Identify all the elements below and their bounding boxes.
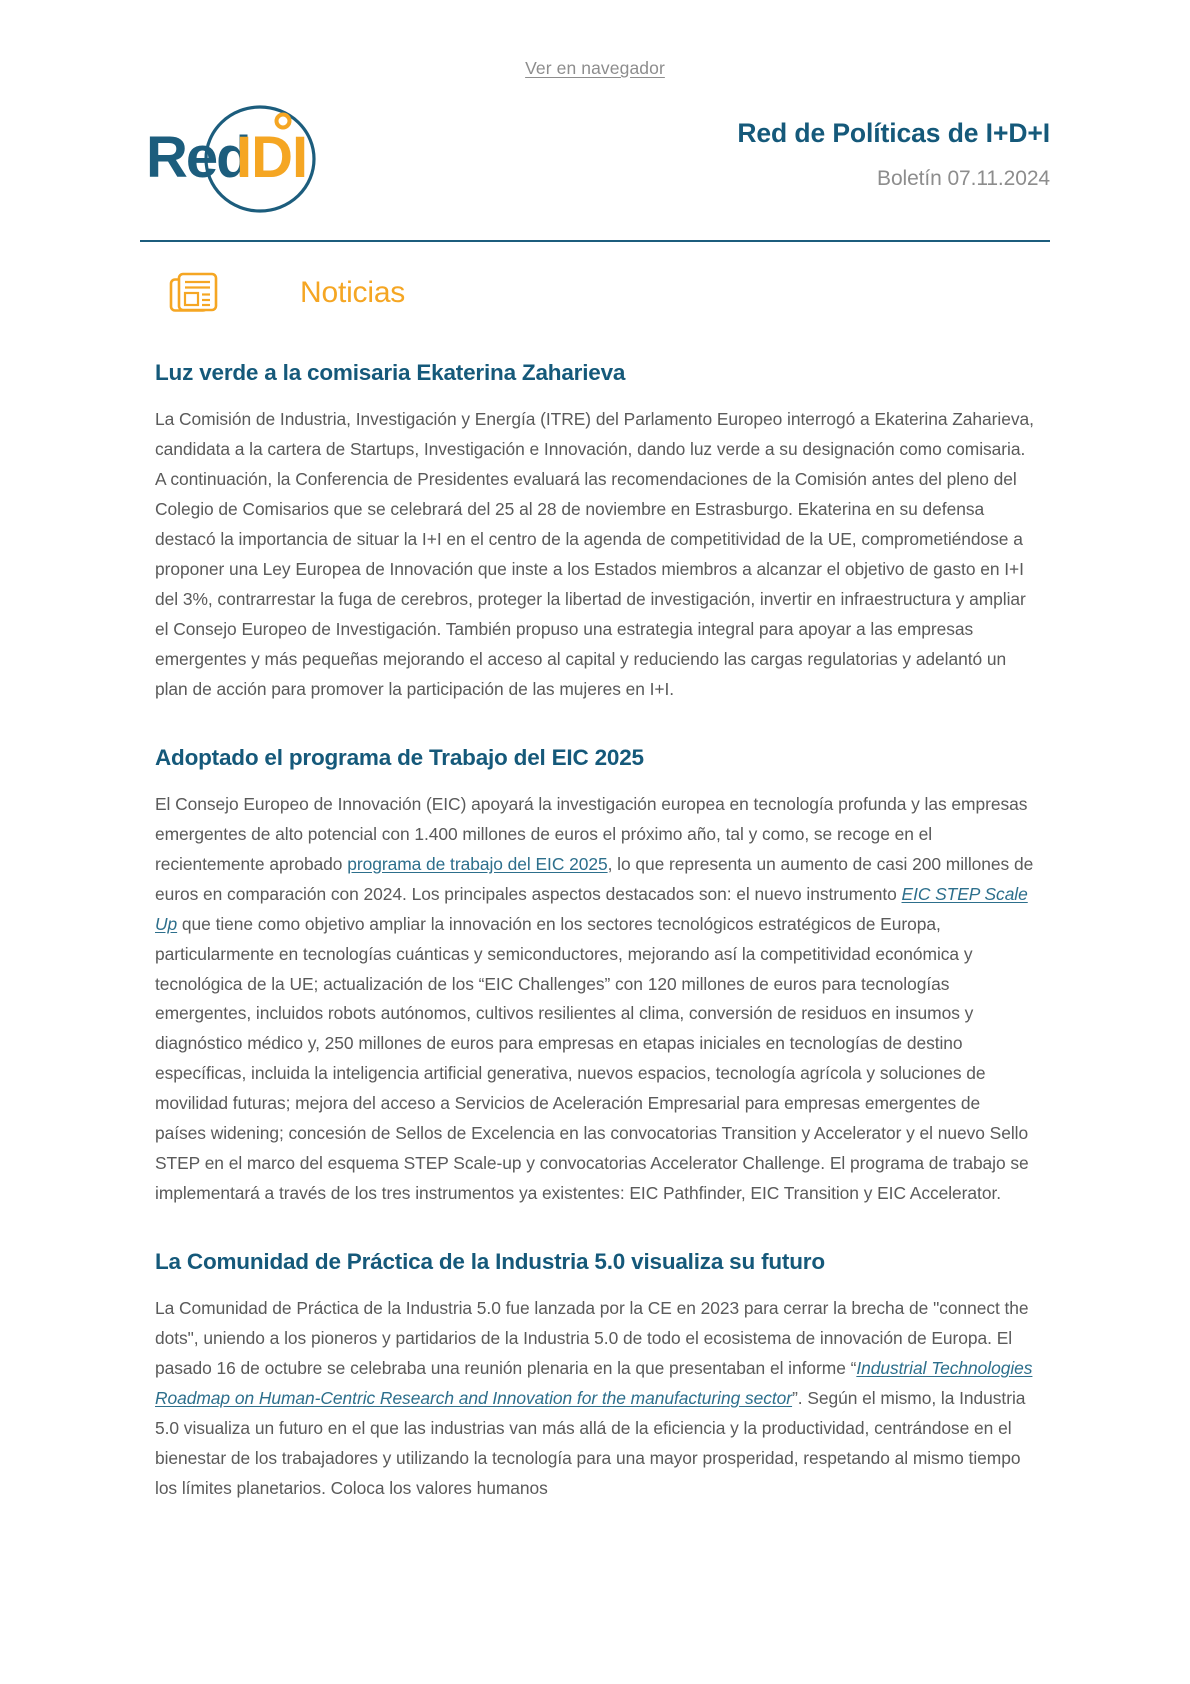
article xyxy=(155,1247,1035,1504)
inline-link[interactable]: EIC STEP Scale Up xyxy=(155,883,1028,934)
inline-link[interactable]: Industrial Technologies Roadmap on Human-Centric Research and Innovation for the manufacturing sector xyxy=(155,1358,1033,1409)
article-body: La Comisión de Industria, Investigación y Energía (ITRE) del Parlamento Europeo interrogó a Ekaterina Zaharieva, candidata a la cartera de Startups, Investigación e Innovación, dando luz verde a su designación como comisaria. A continuación, la Conferencia de Presidentes evaluará las recomendaciones de la Comisión antes del pleno del Colegio de Comisarios que se celebrará del 25 al 28 de noviembre en Estrasburgo. Ekaterina en su defensa destacó la importancia de situar la I+I en el centro de la agenda de competitividad de la UE, comprometiéndose a proponer una Ley Europea de Innovación que inste a los Estados miembros a alcanzar el objetivo de gasto en I+I del 3%, contrarrestar la fuga de cerebros, proteger la libertad de investigación, invertir en infraestructura y ampliar el Consejo Europeo de Investigación. También propuso una estrategia integral para apoyar a las empresas emergentes y más pequeñas mejorando el acceso al capital y reduciendo las cargas regulatorias y adelantó un plan de acción para promover la participación de las mujeres en I+I. xyxy=(155,409,1034,699)
redidi-logo[interactable] xyxy=(140,103,355,215)
page-bottom-spacer xyxy=(0,1504,1190,1624)
svg-text:IDI: IDI xyxy=(236,125,308,190)
article xyxy=(155,743,1035,1209)
article-body: El Consejo Europeo de Innovación (EIC) apoyará la investigación europea en tecnología profunda y las empresas emergentes de alto potencial con 1.400 millones de euros el próximo año, tal y como, se recoge en el recientemente aprobado programa de trabajo del EIC 2025, lo que representa un aumento de casi 200 millones de euros en comparación con 2024. Los principales aspectos destacados son: el nuevo instrumento EIC STEP Scale Up que tiene como objetivo ampliar la innovación en los sectores tecnológicos estratégicos de Europa, particularmente en tecnologías cuánticas y semiconductores, mejorando así la competitividad económica y tecnológica de la UE; actualización de los “EIC Challenges” con 120 millones de euros para tecnologías emergentes, incluidos robots autónomos, cultivos resilientes al clima, conversión de residuos en insumos y diagnóstico médico y, 250 millones de euros para empresas en etapas iniciales en tecnologías de destino específicas, incluida la inteligencia artificial generativa, nuevos espacios, tecnología agrícola y soluciones de movilidad futuras; mejora del acceso a Servicios de Aceleración Empresarial para empresas emergentes de países widening; concesión de Sellos de Excelencia en las convocatorias Transition y Accelerator y el nuevo Sello STEP en el marco del esquema STEP Scale-up y convocatorias Accelerator Challenge. El programa de trabajo se implementará a través de los tres instrumentos ya existentes: EIC Pathfinder, EIC Transition y EIC Accelerator. xyxy=(155,793,1034,1204)
article-title: Adoptado el programa de Trabajo del EIC 2025 xyxy=(155,744,644,770)
svg-text:Red: Red xyxy=(146,125,250,190)
article xyxy=(155,358,1035,705)
newspaper-icon xyxy=(168,270,220,316)
brand-title: Red de Políticas de I+D+I xyxy=(737,118,1050,148)
section-header-noticias xyxy=(0,242,1190,316)
articles-container xyxy=(0,358,1190,1504)
inline-link[interactable]: programa de trabajo del EIC 2025 xyxy=(347,853,608,874)
section-title: Noticias xyxy=(300,276,406,309)
redidi-logo-svg xyxy=(140,103,355,215)
article-title: La Comunidad de Práctica de la Industria 5.0 visualiza su futuro xyxy=(155,1249,825,1274)
article-body: La Comunidad de Práctica de la Industria 5.0 fue lanzada por la CE en 2023 para cerrar la brecha de "connect the dots", uniendo a los pioneros y partidarios de la Industria 5.0 de todo el ecosistema de innovación de Europa. El pasado 16 de octubre se celebraba una reunión plenaria en la que presentaban el informe “Industrial Technologies Roadmap on Human-Centric Research and Innovation for the manufacturing sector”. Según el mismo, la Industria 5.0 visualiza un futuro en el que las industrias van más allá de la eficiencia y la productividad, centrándose en el bienestar de los trabajadores y utilizando la tecnología para una mayor prosperidad, respetando al mismo tiempo los límites planetarios. Coloca los valores humanos xyxy=(155,1298,1033,1498)
newsletter-header xyxy=(0,79,1190,215)
article-title: Luz verde a la comisaria Ekaterina Zaharieva xyxy=(155,360,626,385)
header-text-block xyxy=(355,99,1050,191)
view-in-browser-link[interactable]: Ver en navegador xyxy=(525,58,665,78)
bulletin-date: Boletín 07.11.2024 xyxy=(877,167,1050,191)
preheader xyxy=(0,0,1190,79)
